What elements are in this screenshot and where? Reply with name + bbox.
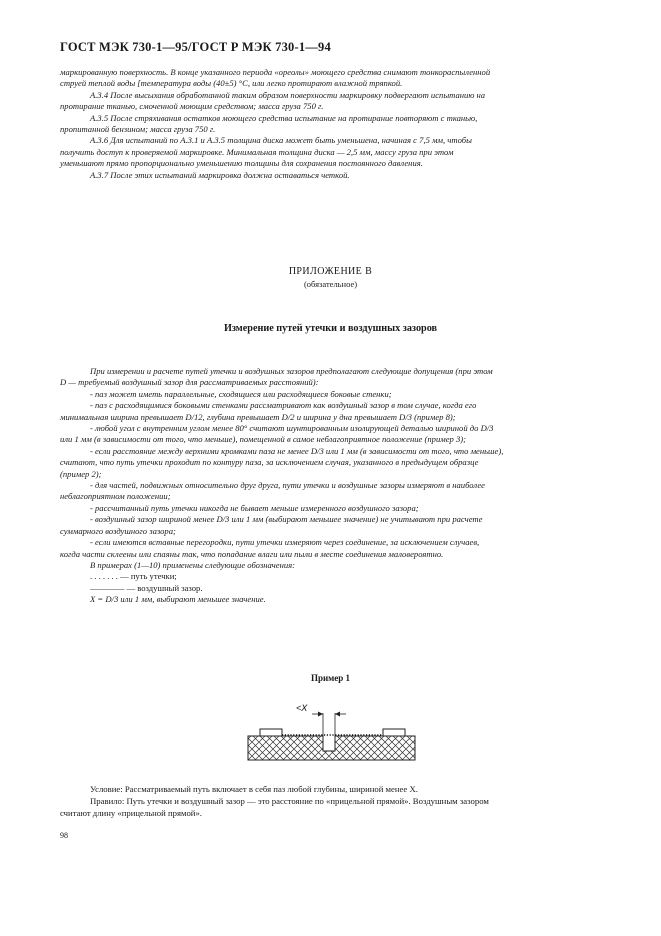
condition-text: Условие: Рассматриваемый путь включает в себя паз любой глубины, шириной менее X. <box>90 784 418 794</box>
example-title: Пример 1 <box>310 673 351 683</box>
text-line: При измерении и расчете путей утечки и воздушных зазоров предполагают следующие допущения (при этом <box>90 366 493 376</box>
appendix-subtitle: (обязательное) <box>303 279 358 289</box>
rule-text: Правило: Путь утечки и воздушный зазор — это расстояние по «прицельной прямой». Воздушным зазором <box>90 796 489 806</box>
list-item: - рассчитанный путь утечки никогда не бывает меньше измеренного воздушного зазора; <box>90 502 419 513</box>
section-title: Измерение путей утечки и воздушных зазоров <box>223 323 438 334</box>
page-number: 98 <box>60 831 68 840</box>
list-item: - паз с расходящимися боковыми стенками рассматривают как воздушный зазор в том случае, когда его <box>90 400 477 411</box>
text-line: когда части склеены или спаяны так, что попадание влаги или пыли в месте соединения маловероятно. <box>60 548 444 559</box>
list-item: - если расстояние между верхними кромками паза не менее D/3 или 1 мм (в зависимости от того, что меньше), <box>90 445 504 456</box>
right-conductor <box>383 729 405 736</box>
page-header: ГОСТ МЭК 730-1—95/ГОСТ Р МЭК 730-1—94 <box>60 40 331 54</box>
text-line: или 1 мм (в зависимости от того, что меньше), помещенной в самое неблагоприятное положение (пример 3); <box>60 434 467 445</box>
text-line: маркированную поверхность. В конце указанного периода «ореолы» моющего средства снимают тонкораспыленной <box>60 67 491 77</box>
clause-a34: А.3.4 После высыхания обработанной таким образом поверхности маркировку подвергают испытанию на <box>90 89 486 100</box>
text-line: (пример 2); <box>60 468 102 479</box>
text-line: неблагоприятном положении; <box>60 491 171 502</box>
clause-a37: А.3.7 После этих испытаний маркировка должна оставаться четкой. <box>90 169 350 180</box>
substrate-body <box>248 736 415 760</box>
example-text <box>60 783 601 819</box>
x-dimension-label: <X <box>296 703 308 713</box>
appendix-title: ПРИЛОЖЕНИЕ В <box>288 266 373 277</box>
text-line: суммарного воздушного зазора; <box>60 525 176 536</box>
text-line: минимальная ширина превышает D/12, глубина превышает D/2 и ширина у дна превышает D/3 (пример 8); <box>60 411 456 422</box>
list-item: - для частей, подвижных относительно друг друга, пути утечки и воздушные зазоры измеряют в наиболее <box>90 480 485 491</box>
text-line: протирание тканью, смоченной моющим средством; масса груза 750 г. <box>60 101 324 112</box>
text-line: струей теплой воды [температура воды (40±5) °С, или легко протирают влажной тряпкой. <box>60 78 403 89</box>
list-item: - паз может иметь параллельные, сходящиеся или расходящиеся боковые стенки; <box>90 388 392 399</box>
list-item: - воздушный зазор шириной менее D/3 или 1 мм (выбирают меньшее значение) не учитывают при расчете <box>90 514 483 525</box>
text-line: уменьшают прямо пропорционально уменьшению толщины для сохранения постоянного давления. <box>60 158 423 169</box>
clause-a36: А.3.6 Для испытаний по А.3.1 и А.3.5 толщина диска может быть уменьшена, начиная с 7,5 мм, чтобы <box>90 135 472 146</box>
list-item: - если имеются вставные перегородки, пути утечки измеряют через соединение, за исключением случаев, <box>90 537 480 548</box>
left-conductor <box>260 729 282 736</box>
clause-a35: А.3.5 После стряхивания остатков моющего средства испытание на протирание повторяют с тканью, <box>90 112 478 123</box>
text-line: пропитанной бензином; масса груза 750 г. <box>60 124 216 135</box>
legend-clearance: ———— — воздушный зазор. <box>90 582 203 593</box>
text-line: считают, что путь утечки проходит по контуру паза, за исключением случая, указанного в предыдущем образце <box>60 457 479 468</box>
arrowhead-right <box>335 712 340 717</box>
list-item: - любой угол с внутренним углом менее 80° считают шунтированным изолирующей деталью шириной до D/3 <box>90 423 494 434</box>
rule-text-cont: считают длину «прицельной прямой». <box>60 808 202 818</box>
legend-x-definition: X = D/3 или 1 мм, выбирают меньшее значение. <box>90 594 266 605</box>
text-line: получить доступ к проверяемой маркировке. Минимальная толщина диска — 2,5 мм, массу груза при этом <box>60 146 454 157</box>
text-line: D — требуемый воздушный зазор для рассматриваемых расстояний): <box>60 377 319 388</box>
legend-creepage: . . . . . . . — путь утечки; <box>90 571 177 582</box>
text-line: В примерах (1—10) применены следующие обозначения: <box>90 559 295 570</box>
arrowhead-left <box>318 712 323 717</box>
